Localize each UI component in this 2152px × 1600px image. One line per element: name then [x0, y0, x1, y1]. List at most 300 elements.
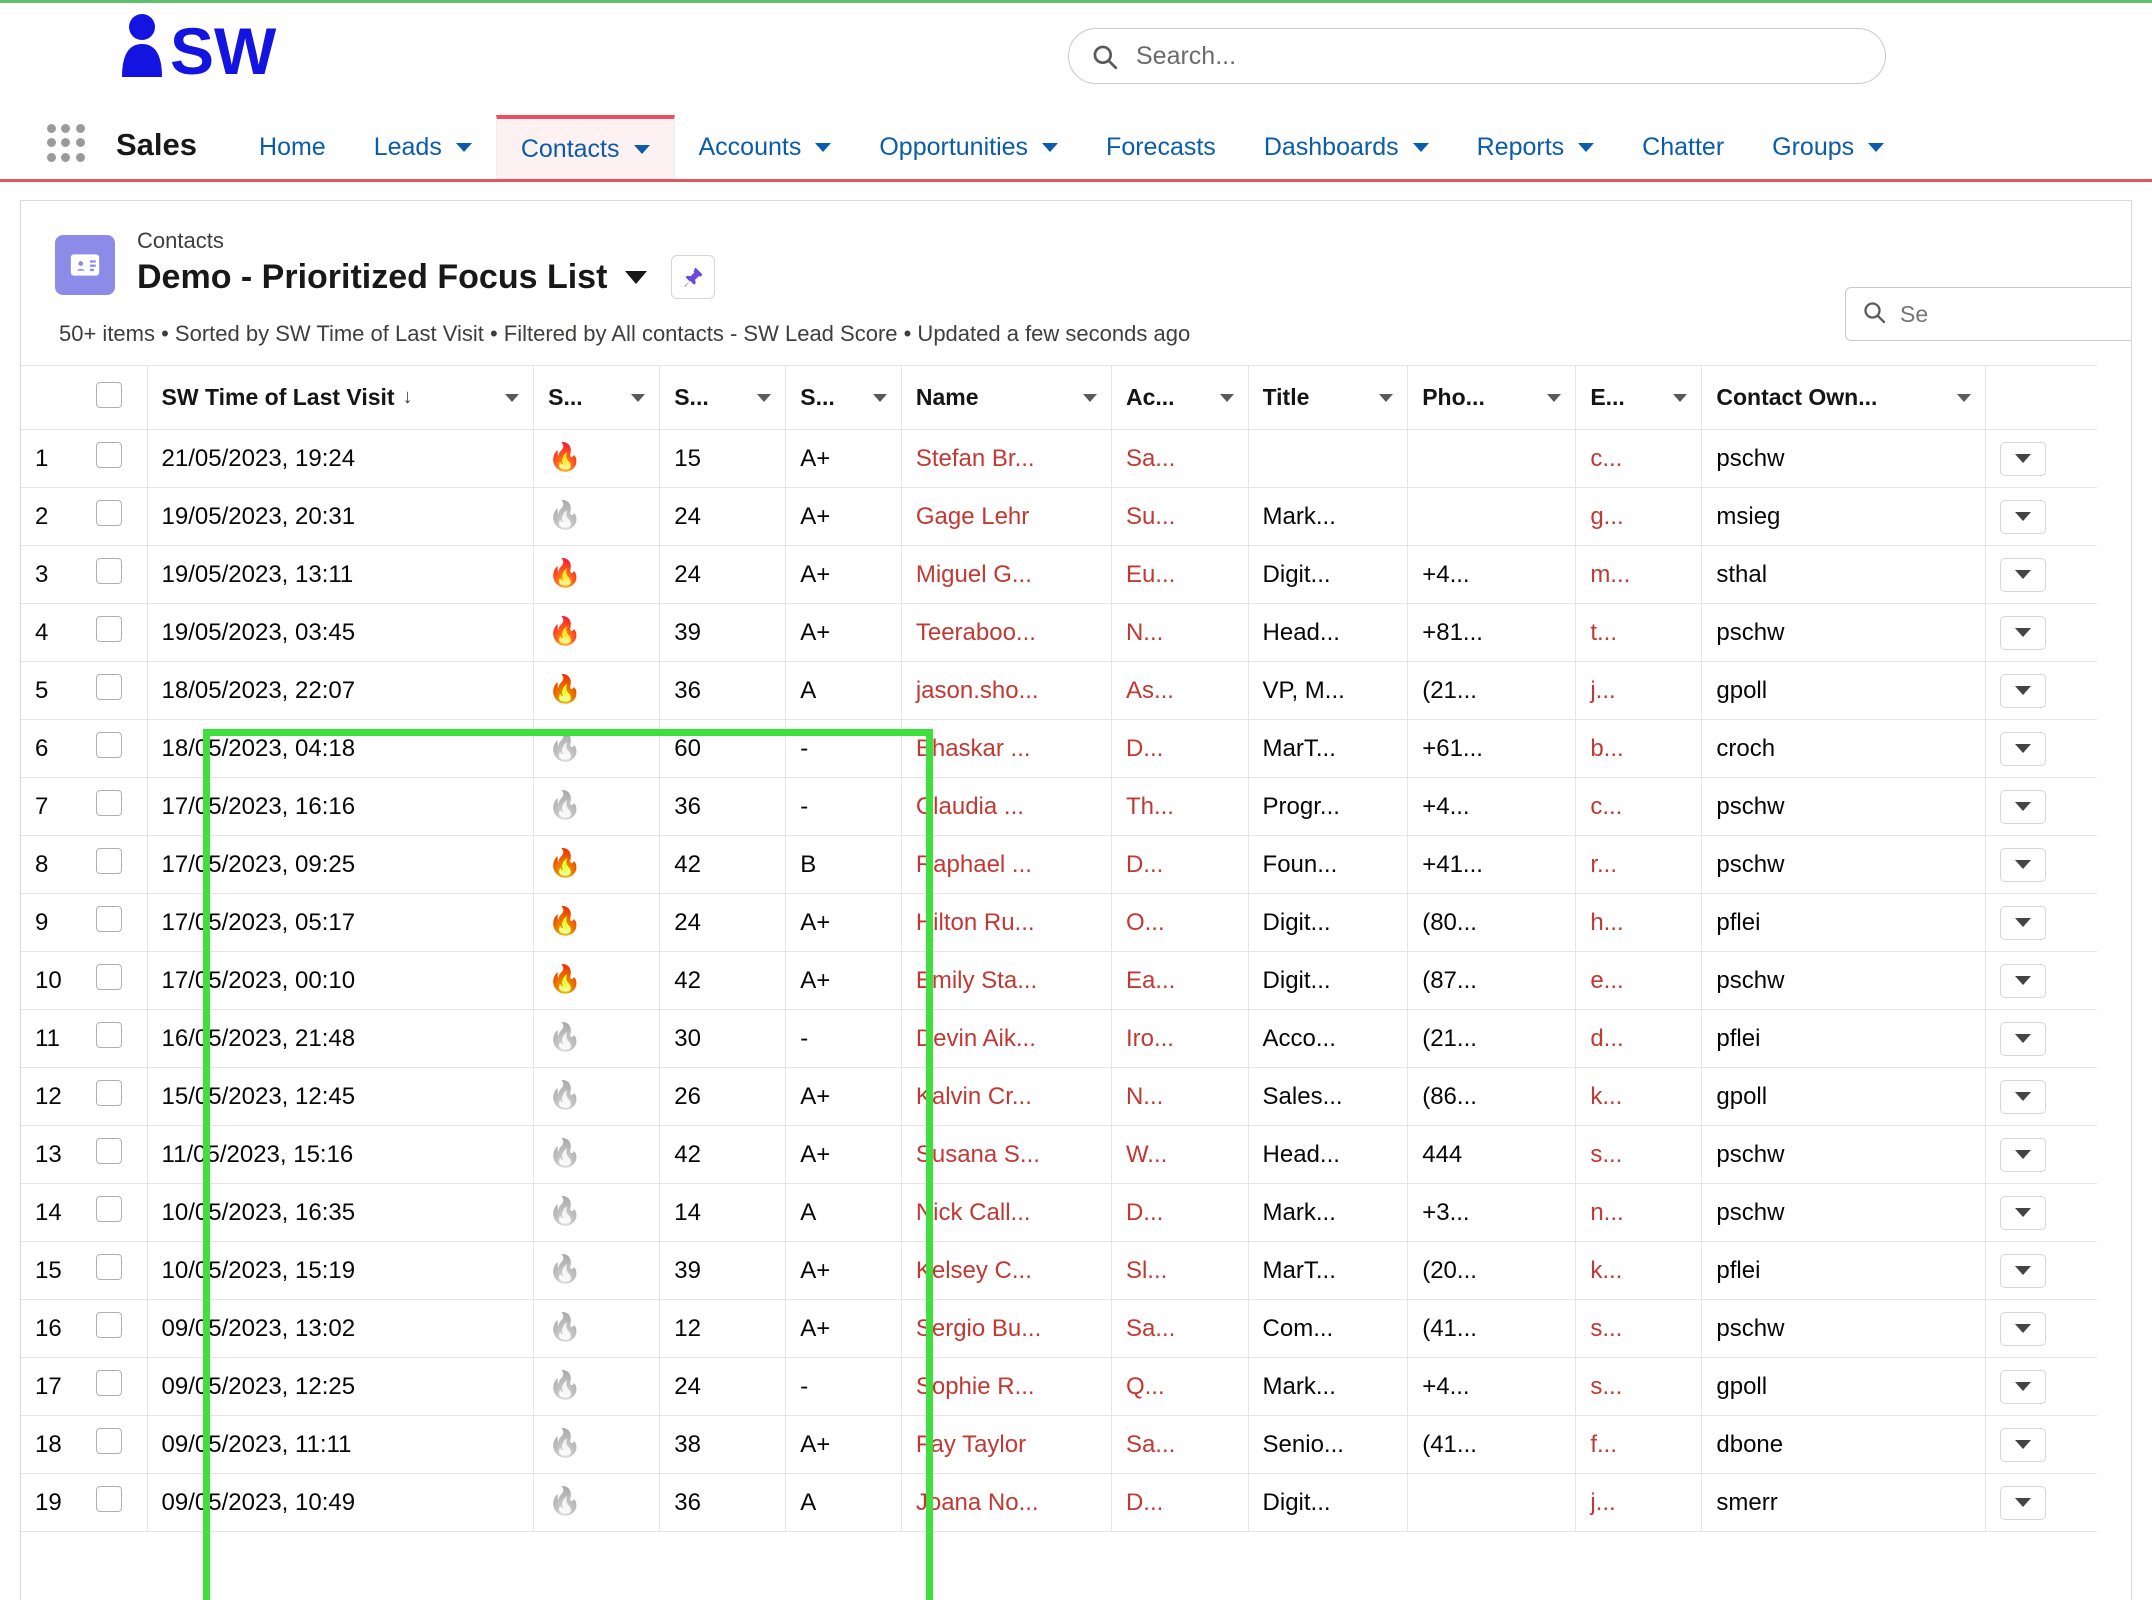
row-actions-button[interactable] — [2000, 848, 2046, 882]
email-link[interactable]: s... — [1590, 1140, 1623, 1168]
cell-email[interactable] — [1576, 1184, 1702, 1242]
row-checkbox[interactable] — [96, 1312, 122, 1338]
cell-name[interactable] — [901, 662, 1111, 720]
contact-name-link[interactable]: Susana S... — [915, 1140, 1040, 1168]
cell-value: Sales... — [1262, 1082, 1343, 1110]
row-actions-button[interactable] — [2000, 790, 2046, 824]
select-all-checkbox[interactable] — [96, 382, 122, 408]
row-checkbox[interactable] — [96, 1138, 122, 1164]
column-header-sw-visit-flame[interactable] — [534, 366, 660, 430]
cell-value: A+ — [800, 1430, 831, 1458]
row-actions-button[interactable] — [2000, 1138, 2046, 1172]
table-row[interactable] — [21, 1300, 2097, 1358]
cell-value: croch — [1716, 734, 1776, 762]
table-row[interactable] — [21, 488, 2097, 546]
table-row[interactable] — [21, 1358, 2097, 1416]
row-number — [21, 488, 82, 546]
row-select[interactable] — [82, 1068, 147, 1126]
table-row[interactable] — [21, 1068, 2097, 1126]
row-checkbox[interactable] — [96, 790, 122, 816]
account-link[interactable]: Sa... — [1125, 1430, 1176, 1458]
row-number-label: 5 — [35, 676, 49, 704]
cell-account[interactable] — [1111, 1184, 1248, 1242]
flame-icon: 🔥 — [548, 790, 582, 820]
table-row[interactable] — [21, 1010, 2097, 1068]
account-link[interactable]: D... — [1125, 1488, 1164, 1516]
row-select[interactable] — [82, 836, 147, 894]
table-row[interactable] — [21, 662, 2097, 720]
account-link[interactable]: Sa... — [1125, 1314, 1176, 1342]
row-actions-button[interactable] — [2000, 1254, 2046, 1288]
chevron-down-icon[interactable] — [456, 143, 472, 152]
row-actions[interactable] — [1986, 1416, 2097, 1474]
row-checkbox[interactable] — [96, 1196, 122, 1222]
app-launcher-icon[interactable] — [44, 121, 88, 165]
list-search[interactable] — [1845, 287, 2132, 341]
cell-name[interactable] — [901, 1184, 1111, 1242]
row-checkbox[interactable] — [96, 964, 122, 990]
cell-contact-owner — [1702, 778, 1986, 836]
cell-account[interactable] — [1111, 836, 1248, 894]
email-link[interactable]: m... — [1590, 560, 1631, 588]
row-actions[interactable] — [1986, 1068, 2097, 1126]
cell-email[interactable] — [1576, 1474, 1702, 1532]
list-view-container — [20, 200, 2132, 1600]
cell-sw-visit-flame — [534, 1300, 660, 1358]
email-link[interactable]: k... — [1590, 1082, 1623, 1110]
cell-name[interactable] — [901, 894, 1111, 952]
cell-account[interactable] — [1111, 778, 1248, 836]
account-link[interactable]: Q... — [1125, 1372, 1165, 1400]
row-select[interactable] — [82, 488, 147, 546]
cell-name[interactable] — [901, 430, 1111, 488]
cell-name[interactable] — [901, 1126, 1111, 1184]
account-link[interactable]: Ea... — [1125, 966, 1176, 994]
contact-name-link[interactable]: Devin Aik... — [915, 1024, 1036, 1052]
account-link[interactable]: As... — [1125, 676, 1174, 704]
email-link[interactable]: d... — [1590, 1024, 1624, 1052]
table-row[interactable] — [21, 546, 2097, 604]
cell-name[interactable] — [901, 720, 1111, 778]
cell-account[interactable] — [1111, 1358, 1248, 1416]
cell-email[interactable] — [1576, 1010, 1702, 1068]
cell-email[interactable] — [1576, 1300, 1702, 1358]
email-link[interactable]: c... — [1590, 444, 1623, 472]
chevron-down-icon[interactable] — [625, 271, 647, 284]
row-actions-button[interactable] — [2000, 558, 2046, 592]
cell-account[interactable] — [1111, 1300, 1248, 1358]
row-select[interactable] — [82, 1416, 147, 1474]
cell-name[interactable] — [901, 488, 1111, 546]
cell-name[interactable] — [901, 1300, 1111, 1358]
row-select[interactable] — [82, 1126, 147, 1184]
cell-email[interactable] — [1576, 894, 1702, 952]
cell-name[interactable] — [901, 836, 1111, 894]
table-row[interactable] — [21, 1242, 2097, 1300]
cell-sw-grade — [786, 894, 902, 952]
chevron-down-icon[interactable] — [873, 394, 887, 402]
row-select[interactable] — [82, 1474, 147, 1532]
account-link[interactable]: Eu... — [1125, 560, 1176, 588]
cell-value: 17/05/2023, 16:16 — [161, 792, 356, 820]
cell-email[interactable] — [1576, 488, 1702, 546]
account-link[interactable]: Su... — [1125, 502, 1176, 530]
row-select[interactable] — [82, 430, 147, 488]
chevron-down-icon[interactable] — [757, 394, 771, 402]
app-logo[interactable] — [108, 11, 358, 87]
nav-item-opportunities[interactable] — [855, 115, 1082, 179]
row-actions[interactable] — [1986, 430, 2097, 488]
contact-name-link[interactable]: Kalvin Cr... — [915, 1082, 1032, 1110]
email-link[interactable]: s... — [1590, 1314, 1623, 1342]
table-row[interactable] — [21, 604, 2097, 662]
cell-email[interactable] — [1576, 720, 1702, 778]
row-actions[interactable] — [1986, 1010, 2097, 1068]
account-link[interactable]: Sa... — [1125, 444, 1176, 472]
cell-sw-score — [660, 1068, 786, 1126]
cell-account[interactable] — [1111, 662, 1248, 720]
cell-account[interactable] — [1111, 1068, 1248, 1126]
row-checkbox[interactable] — [96, 674, 122, 700]
email-link[interactable]: k... — [1590, 1256, 1623, 1284]
cell-email[interactable] — [1576, 778, 1702, 836]
row-checkbox[interactable] — [96, 500, 122, 526]
email-link[interactable]: g... — [1590, 502, 1624, 530]
nav-item-contacts[interactable] — [496, 115, 675, 179]
cell-email[interactable] — [1576, 836, 1702, 894]
row-actions[interactable] — [1986, 1242, 2097, 1300]
column-header-phone[interactable] — [1408, 366, 1576, 430]
contact-name-link[interactable]: Sergio Bu... — [915, 1314, 1042, 1342]
cell-email[interactable] — [1576, 1126, 1702, 1184]
table-row[interactable] — [21, 1416, 2097, 1474]
chevron-down-icon[interactable] — [1868, 143, 1884, 152]
row-actions-button[interactable] — [2000, 906, 2046, 940]
cell-value: 17/05/2023, 09:25 — [161, 850, 356, 878]
table-row[interactable] — [21, 720, 2097, 778]
nav-item-label: Opportunities — [879, 132, 1029, 161]
account-link[interactable]: D... — [1125, 734, 1164, 762]
cell-name[interactable] — [901, 604, 1111, 662]
row-checkbox[interactable] — [96, 732, 122, 758]
select-all-header[interactable] — [82, 366, 147, 430]
cell-name[interactable] — [901, 1242, 1111, 1300]
cell-name[interactable] — [901, 952, 1111, 1010]
nav-item-home[interactable] — [235, 115, 350, 179]
row-actions-button[interactable] — [2000, 1486, 2046, 1520]
row-actions-button[interactable] — [2000, 500, 2046, 534]
row-actions-button[interactable] — [2000, 616, 2046, 650]
chevron-down-icon[interactable] — [1957, 394, 1971, 402]
row-checkbox[interactable] — [96, 1022, 122, 1048]
contact-name-link[interactable]: jason.sho... — [915, 676, 1039, 704]
row-select[interactable] — [82, 1010, 147, 1068]
row-number — [21, 836, 82, 894]
column-label: S... — [674, 384, 709, 410]
row-actions[interactable] — [1986, 894, 2097, 952]
email-link[interactable]: j... — [1590, 1488, 1616, 1516]
column-header-email[interactable] — [1576, 366, 1702, 430]
search-input[interactable] — [1134, 41, 1863, 72]
row-actions-button[interactable] — [2000, 1196, 2046, 1230]
cell-sw-time-of-last-visit — [147, 952, 534, 1010]
cell-value: Senio... — [1262, 1430, 1344, 1458]
contact-name-link[interactable]: Fay Taylor — [915, 1430, 1027, 1458]
cell-value: Head... — [1262, 618, 1340, 646]
row-select[interactable] — [82, 662, 147, 720]
cell-name[interactable] — [901, 1416, 1111, 1474]
cell-account[interactable] — [1111, 1126, 1248, 1184]
nav-item-reports[interactable] — [1453, 115, 1619, 179]
cell-title — [1248, 1358, 1408, 1416]
account-link[interactable]: Th... — [1125, 792, 1174, 820]
cell-value: 17/05/2023, 00:10 — [161, 966, 356, 994]
row-checkbox[interactable] — [96, 1486, 122, 1512]
cell-name[interactable] — [901, 1068, 1111, 1126]
nav-item-forecasts[interactable] — [1082, 115, 1240, 179]
column-header-sw-time-of-last-visit[interactable] — [147, 366, 534, 430]
email-link[interactable]: t... — [1590, 618, 1617, 646]
row-checkbox[interactable] — [96, 1370, 122, 1396]
account-link[interactable]: D... — [1125, 850, 1164, 878]
row-actions[interactable] — [1986, 1474, 2097, 1532]
nav-item-groups[interactable] — [1748, 115, 1908, 179]
cell-name[interactable] — [901, 546, 1111, 604]
account-link[interactable]: D... — [1125, 1198, 1164, 1226]
row-select[interactable] — [82, 894, 147, 952]
email-link[interactable]: n... — [1590, 1198, 1624, 1226]
row-number — [21, 1358, 82, 1416]
cell-phone — [1408, 720, 1576, 778]
nav-item-chatter[interactable] — [1618, 115, 1748, 179]
email-link[interactable]: h... — [1590, 908, 1624, 936]
account-link[interactable]: W... — [1125, 1140, 1168, 1168]
chevron-down-icon[interactable] — [634, 145, 650, 154]
chevron-down-icon[interactable] — [1413, 143, 1429, 152]
contact-name-link[interactable]: Claudia ... — [915, 792, 1024, 820]
pin-button[interactable] — [671, 255, 715, 299]
email-link[interactable]: c... — [1590, 792, 1623, 820]
cell-value: pschw — [1716, 1140, 1785, 1168]
row-actions-button[interactable] — [2000, 1022, 2046, 1056]
row-actions[interactable] — [1986, 836, 2097, 894]
row-actions[interactable] — [1986, 604, 2097, 662]
row-actions-button[interactable] — [2000, 1428, 2046, 1462]
chevron-down-icon[interactable] — [1673, 394, 1687, 402]
row-select[interactable] — [82, 1242, 147, 1300]
column-header-sw-grade[interactable] — [786, 366, 902, 430]
cell-sw-grade — [786, 1068, 902, 1126]
contact-name-link[interactable]: Kelsey C... — [915, 1256, 1032, 1284]
chevron-down-icon — [2015, 512, 2031, 521]
cell-name[interactable] — [901, 778, 1111, 836]
cell-contact-owner — [1702, 1184, 1986, 1242]
table-row[interactable] — [21, 778, 2097, 836]
row-actions-button[interactable] — [2000, 1370, 2046, 1404]
cell-email[interactable] — [1576, 1068, 1702, 1126]
row-actions[interactable] — [1986, 488, 2097, 546]
cell-account[interactable] — [1111, 488, 1248, 546]
row-select[interactable] — [82, 1358, 147, 1416]
cell-account[interactable] — [1111, 604, 1248, 662]
chevron-down-icon[interactable] — [505, 394, 519, 402]
account-link[interactable]: O... — [1125, 908, 1165, 936]
cell-contact-owner — [1702, 720, 1986, 778]
global-search[interactable] — [1068, 28, 1886, 84]
flame-icon: 🔥 — [548, 1370, 582, 1400]
row-checkbox[interactable] — [96, 1254, 122, 1280]
table-row[interactable] — [21, 430, 2097, 488]
account-link[interactable]: N... — [1125, 1082, 1164, 1110]
column-header-title[interactable] — [1248, 366, 1408, 430]
row-select[interactable] — [82, 720, 147, 778]
list-search-input[interactable] — [1898, 300, 2128, 329]
row-actions-button[interactable] — [2000, 674, 2046, 708]
cell-value: 15/05/2023, 12:45 — [161, 1082, 356, 1110]
row-number — [21, 430, 82, 488]
nav-item-accounts[interactable] — [675, 115, 856, 179]
cell-phone — [1408, 1474, 1576, 1532]
cell-contact-owner — [1702, 1416, 1986, 1474]
cell-sw-time-of-last-visit — [147, 488, 534, 546]
cell-account[interactable] — [1111, 1010, 1248, 1068]
cell-name[interactable] — [901, 1010, 1111, 1068]
chevron-down-icon[interactable] — [1042, 143, 1058, 152]
row-select[interactable] — [82, 1300, 147, 1358]
cell-sw-grade — [786, 720, 902, 778]
chevron-down-icon[interactable] — [1220, 394, 1234, 402]
cell-email[interactable] — [1576, 430, 1702, 488]
row-actions-button[interactable] — [2000, 442, 2046, 476]
table-row[interactable] — [21, 894, 2097, 952]
cell-account[interactable] — [1111, 720, 1248, 778]
contact-name-link[interactable]: Nick Call... — [915, 1198, 1031, 1226]
column-header-contact-owner[interactable] — [1702, 366, 1986, 430]
chevron-down-icon[interactable] — [1083, 394, 1097, 402]
cell-sw-visit-flame — [534, 778, 660, 836]
contact-name-link[interactable]: Emily Sta... — [915, 966, 1038, 994]
contact-name-link[interactable]: Raphael ... — [915, 850, 1032, 878]
contact-name-link[interactable]: Joana No... — [915, 1488, 1039, 1516]
contact-name-link[interactable]: Gage Lehr — [915, 502, 1030, 530]
contact-name-link[interactable]: Hilton Ru... — [915, 908, 1035, 936]
cell-contact-owner — [1702, 894, 1986, 952]
cell-account[interactable] — [1111, 894, 1248, 952]
table-row[interactable] — [21, 1126, 2097, 1184]
column-header-name[interactable] — [901, 366, 1111, 430]
cell-account[interactable] — [1111, 1474, 1248, 1532]
row-actions-button[interactable] — [2000, 964, 2046, 998]
row-actions-button[interactable] — [2000, 1312, 2046, 1346]
table-row[interactable] — [21, 1474, 2097, 1532]
chevron-down-icon[interactable] — [1379, 394, 1393, 402]
row-actions[interactable] — [1986, 720, 2097, 778]
account-link[interactable]: Iro... — [1125, 1024, 1174, 1052]
cell-sw-grade — [786, 952, 902, 1010]
cell-contact-owner — [1702, 604, 1986, 662]
chevron-down-icon[interactable] — [1578, 143, 1594, 152]
cell-email[interactable] — [1576, 952, 1702, 1010]
row-actions[interactable] — [1986, 1184, 2097, 1242]
cell-value: 09/05/2023, 12:25 — [161, 1372, 356, 1400]
cell-email[interactable] — [1576, 1242, 1702, 1300]
contact-name-link[interactable]: Stefan Br... — [915, 444, 1035, 472]
cell-value: (87... — [1422, 966, 1477, 994]
cell-email[interactable] — [1576, 546, 1702, 604]
contact-name-link[interactable]: Teeraboo... — [915, 618, 1036, 646]
chevron-down-icon[interactable] — [815, 143, 831, 152]
account-link[interactable]: N... — [1125, 618, 1164, 646]
cell-value: pschw — [1716, 966, 1785, 994]
row-checkbox[interactable] — [96, 906, 122, 932]
row-actions[interactable] — [1986, 1358, 2097, 1416]
contact-name-link[interactable]: Bhaskar ... — [915, 734, 1031, 762]
cell-name[interactable] — [901, 1358, 1111, 1416]
row-actions[interactable] — [1986, 546, 2097, 604]
cell-account[interactable] — [1111, 1242, 1248, 1300]
table-row[interactable] — [21, 1184, 2097, 1242]
cell-email[interactable] — [1576, 1416, 1702, 1474]
row-checkbox[interactable] — [96, 442, 122, 468]
row-actions[interactable] — [1986, 778, 2097, 836]
contact-name-link[interactable]: Miguel G... — [915, 560, 1032, 588]
chevron-down-icon — [2015, 1324, 2031, 1333]
row-select[interactable] — [82, 1184, 147, 1242]
row-checkbox[interactable] — [96, 1080, 122, 1106]
row-select[interactable] — [82, 778, 147, 836]
nav-item-leads[interactable] — [350, 115, 496, 179]
account-link[interactable]: Sl... — [1125, 1256, 1168, 1284]
column-label: Contact Own... — [1716, 384, 1878, 410]
email-link[interactable]: b... — [1590, 734, 1624, 762]
row-actions-button[interactable] — [2000, 1080, 2046, 1114]
row-checkbox[interactable] — [96, 558, 122, 584]
cell-email[interactable] — [1576, 1358, 1702, 1416]
email-link[interactable]: s... — [1590, 1372, 1623, 1400]
row-checkbox[interactable] — [96, 848, 122, 874]
email-link[interactable]: j... — [1590, 676, 1616, 704]
table-row[interactable] — [21, 952, 2097, 1010]
table-row[interactable] — [21, 836, 2097, 894]
chevron-down-icon[interactable] — [631, 394, 645, 402]
row-actions[interactable] — [1986, 1126, 2097, 1184]
email-link[interactable]: f... — [1590, 1430, 1617, 1458]
nav-item-dashboards[interactable] — [1240, 115, 1453, 179]
cell-email[interactable] — [1576, 662, 1702, 720]
cell-name[interactable] — [901, 1474, 1111, 1532]
cell-account[interactable] — [1111, 952, 1248, 1010]
row-actions[interactable] — [1986, 952, 2097, 1010]
row-select[interactable] — [82, 952, 147, 1010]
email-link[interactable]: e... — [1590, 966, 1624, 994]
column-header-sw-score[interactable] — [660, 366, 786, 430]
chevron-down-icon[interactable] — [1547, 394, 1561, 402]
contact-name-link[interactable]: Sophie R... — [915, 1372, 1035, 1400]
row-actions-button[interactable] — [2000, 732, 2046, 766]
row-select[interactable] — [82, 604, 147, 662]
row-select[interactable] — [82, 546, 147, 604]
cell-account[interactable] — [1111, 1416, 1248, 1474]
cell-account[interactable] — [1111, 430, 1248, 488]
column-header-account[interactable] — [1111, 366, 1248, 430]
email-link[interactable]: r... — [1590, 850, 1617, 878]
cell-email[interactable] — [1576, 604, 1702, 662]
row-actions[interactable] — [1986, 662, 2097, 720]
row-checkbox[interactable] — [96, 616, 122, 642]
row-checkbox[interactable] — [96, 1428, 122, 1454]
cell-account[interactable] — [1111, 546, 1248, 604]
row-actions[interactable] — [1986, 1300, 2097, 1358]
